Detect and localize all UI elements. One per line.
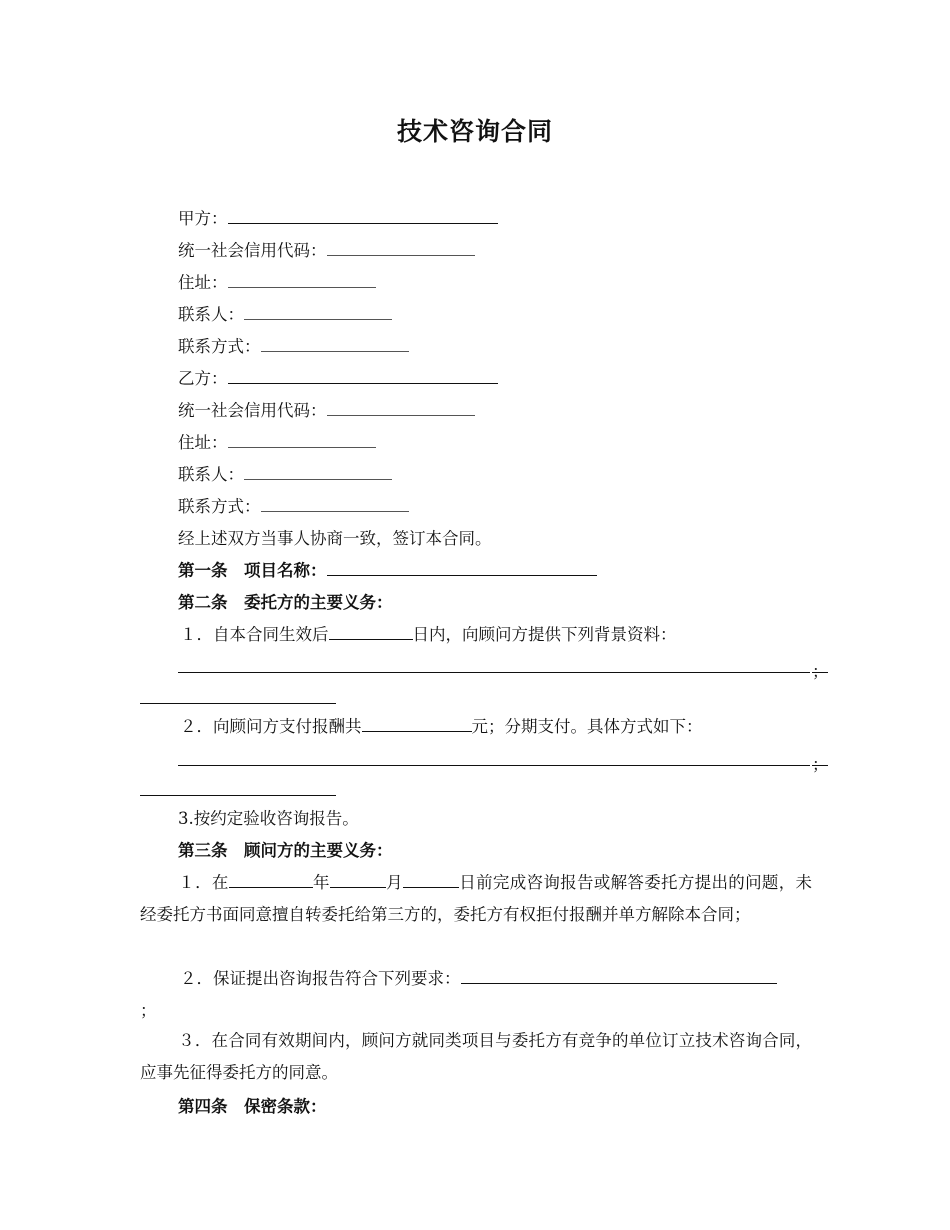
article3-item2-end: ； bbox=[140, 1001, 157, 1020]
party-b-contact-label: 联系人： bbox=[178, 465, 244, 484]
party-a-credit-blank[interactable] bbox=[327, 254, 475, 256]
article2-item1 bbox=[180, 624, 677, 646]
party-b-address-line bbox=[178, 432, 376, 454]
payment-method-blank-line1[interactable] bbox=[178, 765, 810, 766]
article4-heading: 第四条 保密条款： bbox=[178, 1097, 327, 1116]
party-a-contact-blank[interactable] bbox=[244, 318, 392, 320]
party-b-phone-blank[interactable] bbox=[261, 510, 409, 512]
party-b-contact-line bbox=[178, 464, 392, 486]
article1-line bbox=[178, 560, 597, 582]
semicolon-2: ； bbox=[812, 755, 829, 774]
semicolon-1: ； bbox=[812, 662, 829, 681]
article1-heading: 第一条 项目名称： bbox=[178, 561, 327, 580]
party-a-contact-label: 联系人： bbox=[178, 305, 244, 324]
project-name-blank[interactable] bbox=[327, 574, 597, 576]
party-a-blank[interactable] bbox=[228, 222, 498, 224]
article3-item3 bbox=[140, 1025, 812, 1089]
article3-item3-text: ３．在合同有效期间内，顾问方就同类项目与委托方有竞争的单位订立技术咨询合同，应事先征得委托方的同意。 bbox=[140, 1031, 812, 1082]
article3-heading: 第三条 顾问方的主要义务： bbox=[178, 841, 393, 860]
article2-item1-text-b: 日内，向顾问方提供下列背景资料： bbox=[412, 625, 677, 644]
month-label: 月 bbox=[385, 873, 403, 892]
semicolon-underline-2 bbox=[812, 765, 828, 766]
article3-item2 bbox=[180, 968, 777, 990]
party-a-phone-label: 联系方式： bbox=[178, 337, 261, 356]
year-blank[interactable] bbox=[229, 886, 313, 888]
payment-method-blank-line2[interactable] bbox=[140, 795, 336, 796]
party-a-address-blank[interactable] bbox=[228, 286, 376, 288]
party-a-label: 甲方： bbox=[178, 209, 228, 228]
article3-item1-text-b: 日前完成咨询报告或解答委托方提出的问题，未经委托方书面同意擅自转委托给第三方的，委托方有权拒付报酬并单方解除本合同； bbox=[140, 873, 813, 924]
article2-item2-text-a: ２．向顾问方支付报酬共 bbox=[180, 717, 362, 736]
background-materials-blank-line2[interactable] bbox=[140, 703, 336, 704]
party-b-phone-line bbox=[178, 496, 409, 518]
party-b-credit-line bbox=[178, 400, 475, 422]
party-a-line bbox=[178, 208, 498, 230]
article2-item2-text-b: 元；分期支付。具体方式如下： bbox=[471, 717, 703, 736]
semicolon-underline-1 bbox=[812, 672, 828, 673]
article2-item3: 3.按约定验收咨询报告。 bbox=[178, 809, 359, 828]
party-b-phone-label: 联系方式： bbox=[178, 497, 261, 516]
article2-item1-text-a: １．自本合同生效后 bbox=[180, 625, 329, 644]
party-b-address-blank[interactable] bbox=[228, 446, 376, 448]
intro-text: 经上述双方当事人协商一致，签订本合同。 bbox=[178, 529, 492, 548]
article3-item1-text-a: １．在 bbox=[178, 873, 229, 892]
party-a-phone-blank[interactable] bbox=[261, 350, 409, 352]
party-b-blank[interactable] bbox=[228, 382, 498, 384]
days-blank[interactable] bbox=[329, 638, 413, 640]
article3-item2-text: ２．保证提出咨询报告符合下列要求： bbox=[180, 969, 461, 988]
party-b-credit-label: 统一社会信用代码： bbox=[178, 401, 327, 420]
party-a-credit-label: 统一社会信用代码： bbox=[178, 241, 327, 260]
day-blank[interactable] bbox=[403, 886, 459, 888]
year-label: 年 bbox=[312, 873, 330, 892]
party-b-line bbox=[178, 368, 498, 390]
party-b-credit-blank[interactable] bbox=[327, 414, 475, 416]
party-b-label: 乙方： bbox=[178, 369, 228, 388]
month-blank[interactable] bbox=[330, 886, 386, 888]
article3-item1 bbox=[140, 867, 812, 931]
background-materials-blank-line1[interactable] bbox=[178, 672, 810, 673]
party-b-address-label: 住址： bbox=[178, 433, 228, 452]
party-a-credit-line bbox=[178, 240, 475, 262]
party-a-phone-line bbox=[178, 336, 409, 358]
party-b-contact-blank[interactable] bbox=[244, 478, 392, 480]
article2-heading: 第二条 委托方的主要义务： bbox=[178, 593, 393, 612]
document-title: 技术咨询合同 bbox=[396, 117, 553, 146]
party-a-address-line bbox=[178, 272, 376, 294]
party-a-contact-line bbox=[178, 304, 392, 326]
party-a-address-label: 住址： bbox=[178, 273, 228, 292]
payment-amount-blank[interactable] bbox=[362, 730, 472, 732]
report-requirements-blank[interactable] bbox=[461, 982, 777, 984]
article2-item2 bbox=[180, 716, 703, 738]
